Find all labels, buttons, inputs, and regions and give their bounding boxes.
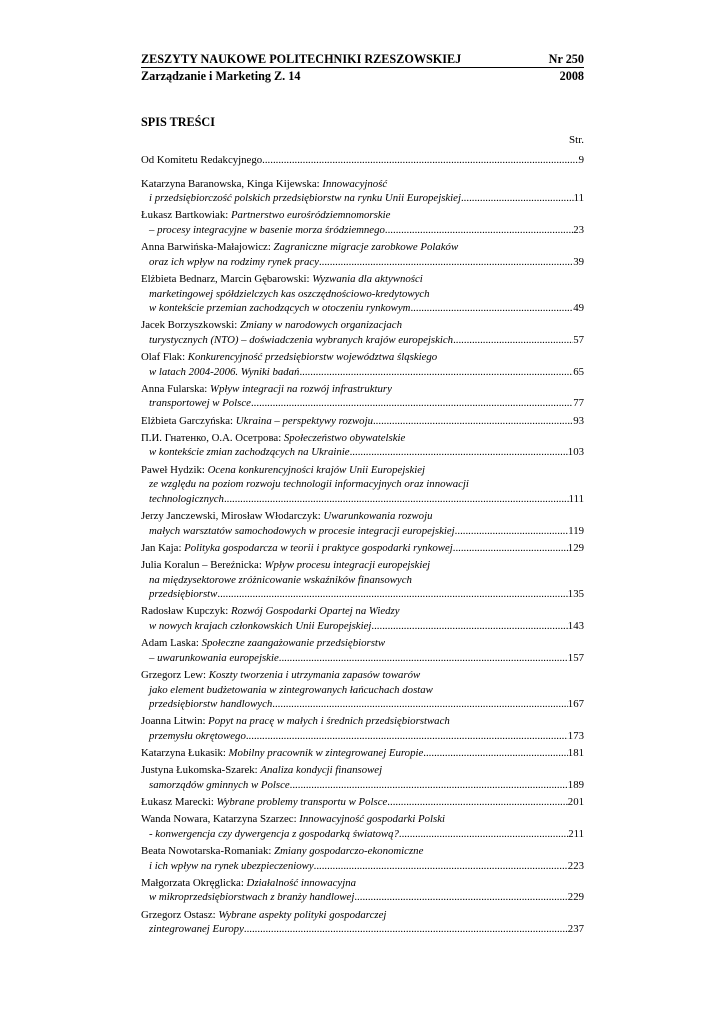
toc-entry-last-line — [141, 697, 584, 712]
toc-entry-text — [149, 619, 371, 634]
toc-entry-author: Anna Barwińska-Małajowicz: — [141, 241, 274, 254]
toc-entry-title: turystycznych (NTO) – doświadczenia wybranych krajów europejskich — [149, 333, 454, 346]
toc-entry-page: 119 — [568, 524, 584, 537]
toc-entry[interactable] — [141, 240, 584, 269]
toc-entry-last-line — [141, 651, 584, 666]
toc-entry-title: Polityka gospodarcza w teorii i praktyce gospodarki rynkowej — [184, 541, 453, 554]
toc-entry-title: Rozwój Gospodarki Opartej na Wiedzy — [230, 605, 400, 618]
toc-entry-title: przedsiębiorstw handlowych — [149, 698, 273, 711]
toc-entry-page: 129 — [567, 541, 584, 554]
dot-leader — [314, 859, 568, 874]
toc-entry-text — [141, 178, 387, 190]
toc-entry-line — [141, 683, 584, 698]
dot-leader — [453, 333, 573, 348]
toc-list — [141, 153, 584, 937]
toc-entry-line — [141, 812, 584, 827]
toc-entry-text — [149, 396, 251, 411]
toc-entry-last-line — [141, 301, 584, 316]
toc-entry-line — [141, 431, 584, 446]
toc-entry-title: i przedsiębiorczość polskich przedsiębiorstw na rynku Unii Europejskiej — [149, 192, 461, 205]
toc-entry-last-line — [141, 859, 584, 874]
toc-entry-page: 39 — [573, 255, 584, 268]
toc-entry-last-line — [141, 396, 584, 411]
toc-entry-page: 111 — [568, 492, 584, 505]
dot-leader — [461, 191, 574, 206]
toc-entry[interactable] — [141, 668, 584, 712]
toc-entry-text — [141, 351, 437, 363]
toc-entry[interactable] — [141, 812, 584, 841]
toc-entry-title: Zmiany gospodarczo-ekonomiczne — [274, 845, 424, 857]
toc-entry-title: w latach 2004-2006. Wyniki badań — [149, 365, 300, 378]
toc-entry-last-line — [141, 619, 584, 634]
toc-entry-title: Mobilny pracownik w zintegrowanej Europie — [228, 747, 424, 760]
dot-leader — [385, 223, 573, 238]
toc-entry-last-line — [141, 223, 584, 238]
toc-entry-line — [141, 573, 584, 588]
series-title: Zarządzanie i Marketing Z. 14 — [141, 69, 301, 83]
toc-entry-text — [149, 301, 410, 316]
toc-entry-page: 65 — [573, 365, 584, 378]
toc-entry-line — [141, 763, 584, 778]
toc-entry-title: i ich wpływ na rynek ubezpieczeniowy — [149, 859, 314, 872]
toc-entry-author: Justyna Łukomska-Szarek: — [141, 764, 261, 777]
toc-entry-page: 181 — [567, 747, 584, 760]
toc-entry[interactable] — [141, 272, 584, 316]
toc-entry-page: 211 — [568, 827, 584, 840]
toc-entry-title: technologicznych — [149, 492, 224, 505]
toc-entry-author: Katarzyna Baranowska, Kinga Kijewska: — [141, 177, 323, 190]
toc-entry-author: Joanna Litwin: — [141, 715, 209, 728]
toc-entry-line — [141, 318, 584, 333]
toc-entry-last-line — [141, 524, 584, 539]
toc-entry-text — [149, 191, 461, 206]
toc-entry-last-line — [141, 492, 584, 507]
toc-entry-text — [149, 333, 453, 348]
dot-leader — [246, 729, 568, 744]
toc-entry-text — [141, 715, 450, 727]
toc-entry-page: 237 — [567, 923, 584, 936]
toc-entry-title: oraz ich wpływ na rodzimy rynek pracy — [149, 255, 319, 268]
journal-title: ZESZYTY NAUKOWE POLITECHNIKI RZESZOWSKIEJ — [141, 52, 462, 66]
toc-entry-page: 223 — [567, 859, 584, 872]
toc-entry[interactable] — [141, 763, 584, 792]
dot-leader — [354, 890, 567, 905]
toc-entry[interactable] — [141, 318, 584, 347]
toc-entry-text — [149, 478, 469, 490]
toc-entry-title: Społeczeństwo obywatelskie — [283, 431, 406, 444]
toc-entry-author: Jan Kaja: — [141, 541, 185, 554]
toc-entry-text — [149, 778, 290, 793]
toc-entry-author: Łukasz Bartkowiak: — [141, 209, 231, 222]
toc-entry-author: Beata Nowotarska-Romaniak: — [141, 845, 275, 857]
toc-entry[interactable] — [141, 177, 584, 206]
dot-leader — [224, 492, 569, 507]
toc-entry-author: Julia Koralun – Bereźnicka: — [141, 558, 265, 571]
toc-entry-text — [141, 764, 382, 776]
toc-entry-text — [141, 746, 423, 761]
toc-entry-last-line — [141, 365, 584, 380]
toc-entry-page: 143 — [567, 619, 584, 632]
toc-entry-text — [141, 432, 405, 444]
toc-entry-title: Zmiany w narodowych organizacjach — [239, 319, 402, 332]
toc-entry-title: samorządów gminnych w Polsce — [149, 778, 290, 791]
toc-entry-author: Adam Laska: — [141, 637, 202, 650]
toc-entry-title: jako element budżetowania w zintegrowanych łańcuchach dostaw — [149, 683, 433, 696]
toc-entry[interactable] — [141, 463, 584, 507]
toc-entry-last-line — [141, 795, 584, 810]
dot-leader — [373, 414, 573, 429]
toc-entry-line — [141, 477, 584, 492]
toc-entry-last-line — [141, 778, 584, 793]
toc-entry-text — [149, 492, 224, 507]
toc-entry[interactable] — [141, 908, 584, 937]
page-column-label: Str. — [569, 134, 584, 146]
toc-entry-text — [141, 845, 423, 857]
dot-leader — [272, 697, 568, 712]
toc-entry-title: Popyt na pracę w małych i średnich przedsiębiorstwach — [208, 715, 450, 728]
toc-entry-text — [149, 223, 385, 238]
toc-entry[interactable] — [141, 350, 584, 379]
toc-entry-page: 201 — [567, 796, 584, 809]
toc-entry-title: Konkurencyjność przedsiębiorstw województwa śląskiego — [187, 351, 438, 364]
toc-entry-title: małych warsztatów samochodowych w procesie integracji europejskiej — [149, 524, 455, 537]
toc-entry-text — [141, 909, 386, 921]
toc-entry-line — [141, 714, 584, 729]
toc-entry-text — [149, 587, 217, 602]
toc-entry-text — [141, 637, 385, 649]
toc-entry-text — [149, 445, 350, 460]
toc-entry-author: Jerzy Janczewski, Mirosław Włodarczyk: — [141, 510, 324, 522]
dot-leader — [371, 619, 567, 634]
toc-entry-text — [149, 729, 246, 744]
toc-entry-line — [141, 177, 584, 192]
toc-entry-last-line — [141, 255, 584, 270]
toc-entry-title: Wyzwania dla aktywności — [312, 272, 423, 285]
toc-entry-author: Grzegorz Ostasz: — [141, 908, 219, 921]
toc-entry-page: 189 — [567, 778, 584, 791]
toc-entry-text — [141, 464, 425, 476]
toc-entry-last-line — [141, 414, 584, 429]
toc-entry-author: Jacek Borzyszkowski: — [141, 319, 240, 332]
toc-entry-author: Radosław Kupczyk: — [141, 605, 231, 618]
toc-entry-page: 173 — [567, 729, 584, 742]
toc-entry[interactable] — [141, 431, 584, 460]
toc-entry-page: 229 — [567, 891, 584, 904]
toc-entry-line — [141, 668, 584, 683]
toc-entry-text — [141, 209, 390, 221]
toc-entry[interactable] — [141, 382, 584, 411]
dot-leader — [262, 153, 578, 168]
toc-entry-text — [141, 273, 423, 285]
dot-leader — [453, 541, 568, 556]
toc-entry-author: Elżbieta Garczyńska: — [141, 414, 236, 427]
toc-entry[interactable] — [141, 714, 584, 743]
toc-entry-text — [149, 288, 430, 300]
toc-entry-title: Społeczne zaangażowanie przedsiębiorstw — [201, 637, 386, 650]
toc-entry-line — [141, 208, 584, 223]
toc-entry-title: Ukraina – perspektywy rozwoju — [235, 414, 373, 427]
toc-entry-author: Od Komitetu Redakcyjnego — [141, 154, 263, 166]
toc-title: SPIS TREŚCI — [141, 115, 215, 129]
toc-entry-page: 103 — [567, 446, 584, 459]
toc-entry-author: Paweł Hydzik: — [141, 463, 208, 476]
toc-entry-title: Uwarunkowania rozwoju — [323, 510, 433, 522]
toc-entry-last-line — [141, 890, 584, 905]
toc-entry[interactable] — [141, 844, 584, 873]
toc-entry-title: przedsiębiorstw — [149, 588, 218, 601]
toc-entry-title: w nowych krajach członkowskich Unii Europejskiej — [149, 619, 372, 632]
toc-entry[interactable] — [141, 558, 584, 602]
toc-entry-line — [141, 908, 584, 923]
toc-entry-text — [149, 827, 399, 842]
dot-leader — [251, 396, 573, 411]
toc-entry-page: 93 — [573, 414, 584, 427]
toc-entry-title: Zagraniczne migracje zarobkowe Polaków — [273, 241, 459, 254]
toc-entry-last-line — [141, 191, 584, 206]
toc-entry-title: Działalność innowacyjna — [246, 876, 356, 889]
toc-entry[interactable] — [141, 876, 584, 905]
toc-entry-title: transportowej w Polsce — [149, 397, 251, 410]
toc-entry-title: Partnerstwo eurośródziemnomorskie — [230, 209, 391, 222]
toc-entry-page: 9 — [578, 154, 584, 166]
toc-entry-line — [141, 350, 584, 365]
toc-entry-text — [141, 319, 402, 331]
toc-entry-title: - konwergencja czy dywergencja z gospodarką światową? — [149, 827, 399, 840]
toc-entry-line — [141, 240, 584, 255]
toc-entry-title: Wpływ integracji na rozwój infrastruktury — [209, 382, 392, 395]
toc-entry[interactable] — [141, 414, 584, 429]
toc-entry-last-line — [141, 333, 584, 348]
toc-entry-text — [141, 414, 373, 429]
toc-entry-author: П.И. Гнатенко, О.А. Осетрова: — [141, 431, 284, 444]
toc-entry-page: 49 — [573, 302, 584, 315]
toc-entry-text — [141, 669, 420, 681]
toc-entry-line — [141, 382, 584, 397]
toc-entry-line — [141, 636, 584, 651]
toc-entry-title: Ocena konkurencyjności krajów Unii Europejskiej — [207, 463, 426, 476]
toc-entry-text — [141, 383, 392, 395]
toc-entry-page: 77 — [573, 397, 584, 410]
dot-leader — [279, 651, 568, 666]
dot-leader — [410, 301, 573, 316]
toc-entry-text — [141, 541, 453, 556]
toc-entry-text — [141, 241, 458, 253]
toc-entry-last-line — [141, 153, 584, 168]
issue-number: Nr 250 — [548, 52, 584, 66]
toc-entry-title: marketingowej spółdzielczych kas oszczędnościowo-kredytowych — [149, 287, 430, 300]
dot-leader — [387, 795, 568, 810]
toc-entry-line — [141, 558, 584, 573]
toc-entry-page: 11 — [573, 192, 584, 205]
toc-entry-text — [149, 859, 314, 874]
toc-entry-title: Koszty tworzenia i utrzymania zapasów towarów — [208, 668, 421, 681]
toc-entry-last-line — [141, 827, 584, 842]
toc-entry-title: Innowacyjność — [322, 177, 388, 190]
toc-entry-title: Analiza kondycji finansowej — [260, 764, 383, 777]
toc-entry-title: Wpływ procesu integracji europejskiej — [264, 558, 431, 571]
toc-entry-text — [141, 510, 432, 522]
toc-entry[interactable] — [141, 509, 584, 538]
toc-entry-page: 135 — [567, 588, 584, 601]
toc-entry-text — [141, 795, 387, 810]
dot-leader — [290, 778, 568, 793]
toc-entry[interactable] — [141, 746, 584, 761]
header-row-1 — [141, 52, 584, 68]
toc-entry-title: przemysłu okrętowego — [149, 729, 246, 742]
toc-entry-line — [141, 604, 584, 619]
toc-entry[interactable] — [141, 153, 584, 168]
toc-entry-last-line — [141, 587, 584, 602]
toc-entry-text — [149, 922, 244, 937]
toc-entry-text — [149, 651, 279, 666]
document-page — [141, 52, 584, 939]
dot-leader — [399, 827, 568, 842]
toc-entry-title: – uwarunkowania europejskie — [149, 651, 279, 664]
toc-entry[interactable] — [141, 636, 584, 665]
toc-entry-line — [141, 876, 584, 891]
toc-entry-title: Innowacyjność gospodarki Polski — [299, 813, 446, 826]
toc-entry-title: ze względu na poziom rozwoju technologii informacyjnych oraz innowacji — [149, 478, 469, 491]
toc-entry-text — [149, 684, 433, 696]
toc-entry-title: Wybrane problemy transportu w Polsce — [216, 796, 388, 809]
dot-leader — [350, 445, 568, 460]
running-header — [141, 52, 584, 83]
toc-entry-title: zintegrowanej Europy — [149, 923, 244, 936]
toc-entry-title: na międzysektorowe zróżnicowanie wskaźników finansowych — [149, 573, 412, 586]
toc-entry-author: Grzegorz Lew: — [141, 668, 209, 681]
toc-entry-line — [141, 272, 584, 287]
toc-entry-last-line — [141, 729, 584, 744]
toc-entry-text — [149, 890, 354, 905]
dot-leader — [423, 746, 568, 761]
toc-entry-title: w kontekście przemian zachodzących w otoczeniu rynkowym — [149, 302, 411, 315]
toc-entry-text — [149, 255, 319, 270]
toc-entry-line — [141, 509, 584, 524]
toc-entry[interactable] — [141, 208, 584, 237]
dot-leader — [455, 524, 569, 539]
toc-entry-page: 157 — [567, 651, 584, 664]
toc-entry-title: Wybrane aspekty polityki gospodarczej — [218, 908, 387, 921]
toc-entry-page: 57 — [573, 333, 584, 346]
toc-entry-text — [141, 877, 356, 889]
toc-entry-title: – procesy integracyjne w basenie morza śródziemnego — [149, 223, 385, 236]
dot-leader — [217, 587, 567, 602]
toc-entry-author: Elżbieta Bednarz, Marcin Gębarowski: — [141, 272, 313, 285]
toc-entry-text — [141, 559, 430, 571]
toc-entry-last-line — [141, 445, 584, 460]
dot-leader — [244, 922, 568, 937]
toc-entry-line — [141, 844, 584, 859]
toc-entry-text — [149, 574, 412, 586]
toc-entry-page: 167 — [567, 698, 584, 711]
toc-entry-page: 23 — [573, 223, 584, 236]
toc-entry-author: Anna Fularska: — [141, 382, 210, 395]
dot-leader — [299, 365, 573, 380]
toc-entry-author: Katarzyna Łukasik: — [141, 747, 229, 760]
toc-entry-text — [149, 697, 272, 712]
toc-entry[interactable] — [141, 604, 584, 633]
header-row-2 — [141, 69, 584, 83]
toc-entry-last-line — [141, 922, 584, 937]
toc-entry[interactable] — [141, 541, 584, 556]
toc-entry-line — [141, 463, 584, 478]
toc-entry-text — [141, 813, 445, 825]
toc-entry-author: Łukasz Marecki: — [141, 796, 217, 809]
toc-entry-text — [141, 153, 262, 168]
toc-entry-text — [149, 524, 455, 539]
toc-entry-author: Małgorzata Okręglicka: — [141, 876, 247, 889]
toc-entry-author: Wanda Nowara, Katarzyna Szarzec: — [141, 813, 300, 826]
toc-entry-author: Olaf Flak: — [141, 351, 188, 364]
toc-entry-title: w kontekście zmian zachodzących na Ukrainie — [149, 446, 350, 459]
toc-entry-last-line — [141, 541, 584, 556]
toc-entry-line — [141, 287, 584, 302]
toc-entry[interactable] — [141, 795, 584, 810]
toc-entry-title: w mikroprzedsiębiorstwach z branży handlowej — [149, 891, 355, 904]
toc-entry-text — [141, 605, 400, 617]
toc-entry-last-line — [141, 746, 584, 761]
dot-leader — [319, 255, 573, 270]
issue-year: 2008 — [559, 69, 584, 83]
toc-entry-text — [149, 365, 299, 380]
